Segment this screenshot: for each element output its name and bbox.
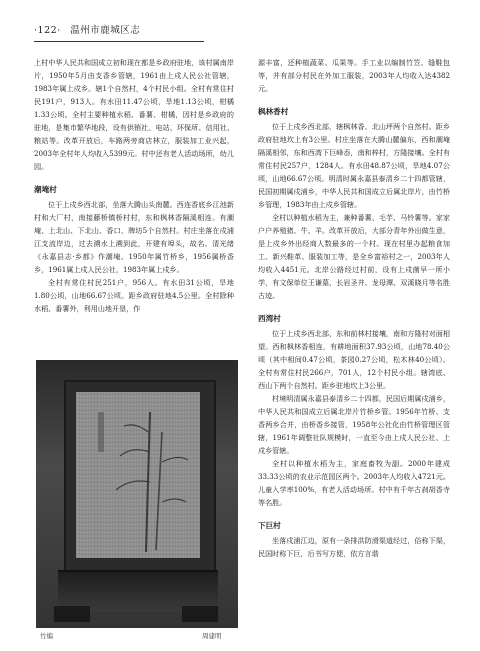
paragraph: 村境明清属永嘉县泰清乡二十四都，民国后期属戍浦乡，中华人民共和国成立后属北岸片竹桥乡管。1956年竹桥、支香两乡合并，由桥香乡接管，1958年公社化由竹桥管理区管辖，1961年调整社队规模时，一直至今由上戍人民公社、上戍乡管辖。 xyxy=(258,394,450,455)
section-heading: 潮埯村 xyxy=(34,185,57,194)
right-column xyxy=(258,56,450,560)
paragraph: 全村有常住村民251户，956人。有水田31公顷，旱地1.80公顷，山地66.67公顷。距乡政府驻地4.5公里。全村除种水稻、番薯外，利用山地开垦，作 xyxy=(34,278,234,313)
paragraph: 位于上戍乡西北部，东和前林村接壤，南和方隆村对面相望。西和枫林香相连，有耕地面积37.93公顷，山地78.40公顷（其中相间0.47公顷，茶园0.27公顷，松木林40公顷）。全村有常住村民266户，701人，12个村民小组。辖湾底、西山下两个自然村。距乡驻地坎上3公里。 xyxy=(258,329,450,390)
screen-frame xyxy=(64,380,216,574)
paragraph: 位于上戍乡西北部，坐落大腾山头南麓。西连香底乡江池新村和大厂村，南接藤桥镇桥村村，东和枫林香隔溪相连。有潮埯、上北山、下北山、香口、牌坊5个自然村。村庄坐落在戍浦江支流岸边，过去溯水上溯到此，开建有埠头，故名。清光绪《永嘉县志·乡都》作潮埯。1950年属竹桥乡，1956属桥香乡，1961属上戍人民公社，1983年属上戍乡。 xyxy=(34,200,234,274)
bamboo-screen-photo xyxy=(36,360,238,628)
book-title: 温州市鹿城区志 xyxy=(70,25,141,36)
left-text-block xyxy=(34,56,234,359)
page-number: ·122· xyxy=(34,25,61,36)
header-rule xyxy=(34,41,204,42)
paragraph: 源丰富，还种植蔬菜、瓜果等。手工业以编制竹笠、缝鞋包等，并有部分村民在外加工服装，2003年人均收入达4382元。 xyxy=(258,58,450,93)
photo-credit: 周建明 xyxy=(202,632,222,640)
section-heading: 枫林香村 xyxy=(258,107,289,116)
paragraph: 上村中华人民共和国成立初和现在都是乡政府驻地，该村属南岸片，1950年5月由支香乡管辖，1961由上戍人民公社管辖，1983年属上戍乡。辖1个自然村，4个村民小组。全村有常住村民191户，913人。有水田11.47公顷，旱地1.13公顷，柑橘1.33公顷。全村主要种植水稻、番薯、柑橘，因村是乡政府的驻地，是集市繁华地段，设有供销社、电站、环保所、信用社、粮站等。改革开放后，车路两旁商店林立，服装加工业兴起，2003年全村年人均收入5399元。村中还有老人活动场所，幼儿园。 xyxy=(34,58,234,171)
left-column xyxy=(34,56,234,359)
paragraph: 位于上戍乡西北部，辖枫林香、北山坪两个自然村。距乡政府驻地坎上有3公里。村庄坐落在大腾山麓偏东，西和潮埯隔溪相邻，东和西湾下巨峰岙，南和梓村，方隆接壤。全村有常住村民257户，1284人。有水田48.87公顷，旱地4.07公顷，山地66.67公顷。明清时属永嘉县泰清乡二十四都管辖，民国初期属戍浦乡，中华人民共和国成立后属北岸片，由竹桥乡管理，1983年由上戍乡管辖。 xyxy=(258,122,450,209)
stand-foot-left xyxy=(54,606,90,622)
paragraph: 全村以种植水稻为主，家庭畜牧为副。2000年建成33.33公顷的农业示范园区两个。2003年人均收入4721元。儿童入学率100%，有老人活动场所。村中有千年古刹胡香寺等名胜。 xyxy=(258,459,450,507)
bamboo-weave-panel xyxy=(76,392,200,558)
bamboo-painting-icon xyxy=(76,392,200,558)
section-heading: 西湾村 xyxy=(258,314,281,323)
page-header xyxy=(34,22,446,40)
paragraph: 全村以种植水稻为主，兼种番薯、毛芋、马铃薯等。家家户户养殖猪、牛、羊。改革开放后，大部分青年外出做生意，是上戍乡外出经商人数最多的一个村。现在村里办起粮食加工、新兴鞋革、服装加工等，是全乡富裕村之一，2003年人均收入4451元。北岸公路经过村前，设有上戍菌早一所小学，有文保单位王谦墓，长岩圣井、龙母潭、双溪晓月等名胜古迹。 xyxy=(258,213,450,300)
section-heading: 下巨村 xyxy=(258,521,281,530)
photo-caption: 竹编 xyxy=(40,632,53,640)
stand-foot-right xyxy=(182,606,218,622)
paragraph: 坐落戍浦江边，原有一条排洪防滑渠道经过，俗称下渠，民国时称下巨，后书写方便，依方言谐 xyxy=(258,536,450,558)
